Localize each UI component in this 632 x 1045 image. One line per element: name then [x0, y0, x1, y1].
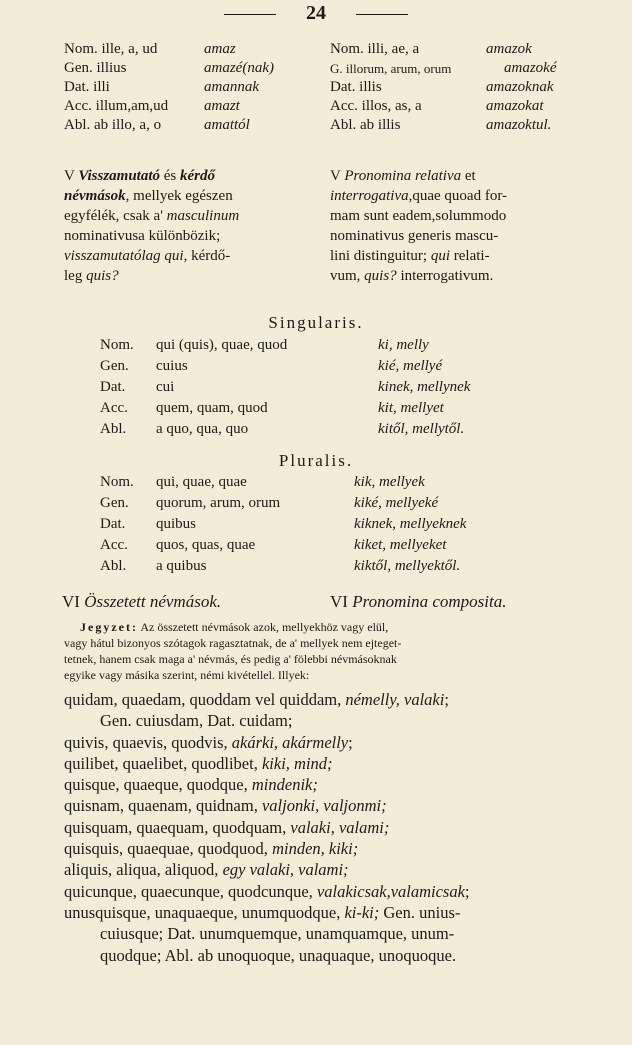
case-latin: Abl. ab illis — [330, 117, 401, 133]
declension-row — [64, 59, 294, 78]
case-hungarian: amazé(nak) — [204, 60, 274, 76]
section-5-hungarian: V Visszamutató és kérdő névmások, mellyek egészen egyfélék, csak a' masculinum nominativusa különbözik; visszamutatólag qui, kérdő- leg quis? — [64, 168, 240, 284]
case-latin: Dat. illi — [64, 79, 110, 95]
list-item: quisquis, quaequae, quodquod, minden, kiki; — [64, 839, 359, 859]
declension-row — [330, 97, 590, 116]
header-rule-right — [356, 14, 408, 15]
section-6-latin-heading: VI Pronomina composita. — [330, 592, 507, 611]
case-hungarian: amattól — [204, 117, 250, 133]
declension-row — [330, 40, 590, 59]
case-latin: G. illorum, arum, orum — [330, 61, 452, 76]
list-item: quisnam, quaenam, quidnam, valjonki, valjonmi; — [64, 796, 387, 816]
list-item: quidam, quaedam, quoddam vel quiddam, némelly, valaki; — [64, 690, 449, 709]
case-hungarian: amannak — [204, 79, 259, 95]
table-row: Dat. quibus kiknek, mellyeknek — [100, 516, 467, 532]
table-row: Gen. quorum, arum, orum kiké, mellyeké — [100, 495, 439, 511]
list-item: quisque, quaeque, quodque, mindenik; — [64, 775, 318, 795]
pluralis-table — [100, 474, 560, 579]
table-row: Abl. a quo, qua, quo kitől, mellytől. — [100, 421, 465, 437]
declension-row — [64, 78, 294, 97]
page-number: 24 — [306, 2, 326, 24]
pluralis-title: Pluralis. — [278, 451, 354, 470]
case-latin: Acc. illum,am,ud — [64, 98, 169, 114]
declension-row — [330, 59, 590, 78]
declension-row — [64, 40, 294, 59]
singularis-title: Singularis. — [268, 313, 364, 332]
note-paragraph: Jegyzet: Az összetett névmások azok, mellyekhöz vagy elül, vagy hátul bizonyos szótagok ragasztatnak, de a' mellyek nem ejteget- tetnek, hanem csak maga a' névmás, és pedig a' fölebbi névmásoknak egyike vagy másika szerint, némi kivétellel. Illyek: — [64, 620, 402, 682]
case-latin: Gen. illius — [64, 60, 127, 76]
section-5-latin: V Pronomina relativa et interrogativa,quae quoad for- mam sunt eadem,solummodo nominativus generis mascu- lini distinguitur; qui relati- vum, quis? interrogativum. — [330, 168, 508, 284]
declension-row — [64, 116, 294, 135]
case-latin: Nom. ille, a, ud — [64, 41, 158, 57]
declension-row — [330, 116, 590, 135]
table-row: Acc. quos, quas, quae kiket, mellyeket — [100, 537, 447, 553]
table-row: Acc. quem, quam, quod kit, mellyet — [100, 400, 444, 416]
case-hungarian: amazok — [486, 41, 532, 57]
list-item: quicunque, quaecunque, quodcunque, valakicsak,valamicsak; — [64, 881, 470, 901]
declension-left — [64, 40, 294, 135]
declension-row — [64, 97, 294, 116]
table-row: Abl. a quibus kiktől, mellyektől. — [100, 558, 461, 574]
declension-right — [330, 40, 590, 135]
singularis-table — [100, 337, 560, 442]
list-item: aliquis, aliqua, aliquod, egy valaki, valami; — [64, 860, 349, 880]
list-item: quodque; Abl. ab unoquoque, unaquaque, unoquoque. — [100, 945, 457, 965]
case-latin: Dat. illis — [330, 79, 382, 95]
declension-row — [330, 78, 590, 97]
case-hungarian: amazt — [204, 98, 240, 114]
table-row: Gen. cuius kié, mellyé — [100, 358, 443, 374]
case-hungarian: amazoknak — [486, 79, 554, 95]
case-latin: Nom. illi, ae, a — [330, 41, 420, 57]
list-item: quisquam, quaequam, quodquam, valaki, valami; — [64, 817, 390, 837]
case-hungarian: amazoktul. — [486, 117, 552, 133]
list-item: Gen. cuiusdam, Dat. cuidam; — [100, 711, 293, 731]
list-item: unusquisque, unaquaeque, unumquodque, ki-ki; Gen. unius- — [64, 902, 461, 922]
list-item: quilibet, quaelibet, quodlibet, kiki, mind; — [64, 753, 333, 773]
case-hungarian: amazokat — [486, 98, 544, 114]
list-item: quivis, quaevis, quodvis, akárki, akármelly; — [64, 732, 353, 752]
section-6-hungarian-heading: VI Összetett névmások. — [62, 592, 222, 611]
table-row: Dat. cui kinek, mellynek — [100, 379, 471, 395]
case-hungarian: amaz — [204, 41, 236, 57]
case-latin: Acc. illos, as, a — [330, 98, 422, 114]
compound-pronoun-list — [64, 689, 604, 966]
table-row: Nom. qui, quae, quae kik, mellyek — [100, 474, 425, 490]
list-item: cuiusque; Dat. unumquemque, unamquamque, unum- — [100, 924, 455, 944]
table-row: Nom. qui (quis), quae, quod ki, melly — [100, 337, 429, 353]
case-latin: Abl. ab illo, a, o — [64, 117, 162, 133]
case-hungarian: amazoké — [504, 60, 557, 76]
